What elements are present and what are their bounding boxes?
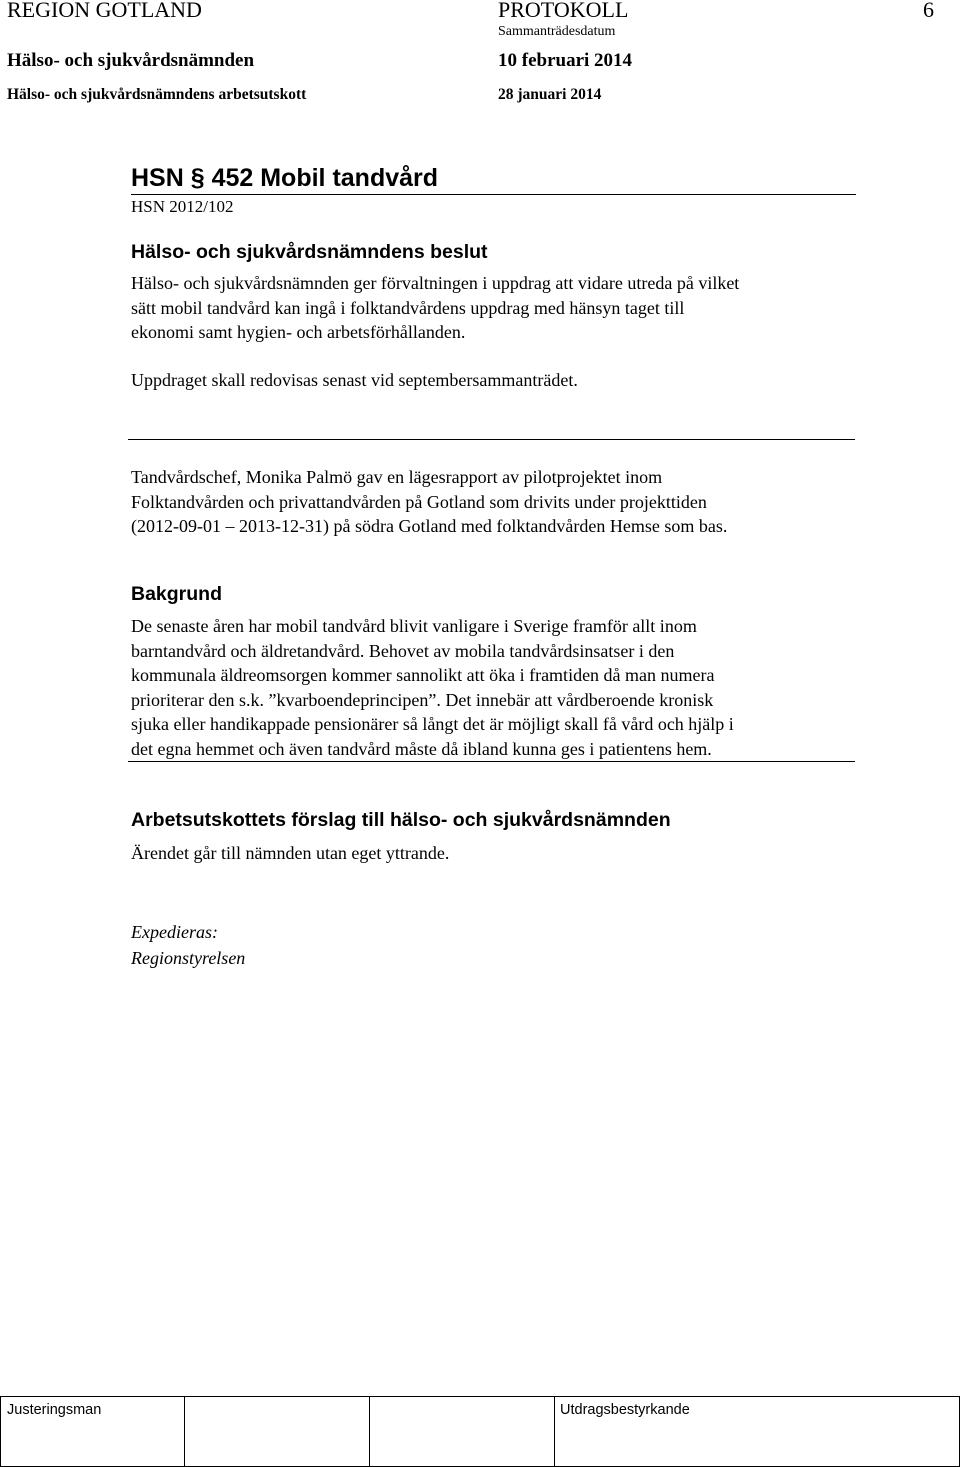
signature-cell	[369, 1397, 370, 1466]
decision-line: Hälso- och sjukvårdsnämnden ger förvaltningen i uppdrag att vidare utreda på vilket	[131, 273, 740, 293]
subcommittee-name: Hälso- och sjukvårdsnämndens arbetsutskott	[7, 86, 307, 103]
report-deadline: Uppdraget skall redovisas senast vid septembersammanträdet.	[131, 370, 578, 390]
background-line: kommunala äldreomsorgen kommer sannolikt att öka i framtiden då man numera	[131, 665, 715, 685]
case-number: HSN 2012/102	[131, 197, 234, 216]
background-heading: Bakgrund	[131, 583, 223, 605]
subcommittee-date: 28 januari 2014	[498, 86, 602, 103]
report-line: Tandvårdschef, Monika Palmö gav en lägesrapport av pilotprojektet inom	[131, 467, 663, 487]
background-line: De senaste åren har mobil tandvård blivit vanligare i Sverige framför allt inom	[131, 616, 697, 636]
background-line: prioriterar den s.k. ”kvarboendeprincipen”. Det innebär att vårdberoende kronisk	[131, 689, 714, 710]
page-number: 6	[923, 0, 934, 22]
decision-line: sätt mobil tandvård kan ingå i folktandvårdens uppdrag med hänsyn taget till	[131, 297, 685, 318]
proposal-text: Ärendet går till nämnden utan eget yttrande.	[131, 843, 450, 863]
meeting-date: 10 februari 2014	[498, 50, 633, 71]
report-line: (2012-09-01 – 2013-12-31) på södra Gotland med folktandvården Hemse som bas.	[131, 516, 728, 536]
date-label: Sammanträdesdatum	[498, 24, 616, 39]
signature-table	[0, 1396, 960, 1467]
background-divider	[128, 761, 855, 762]
background-text	[131, 614, 853, 761]
background-line: barntandvård och äldretandvård. Behovet av mobila tandvårdsinsatser i den	[131, 640, 675, 661]
decision-text	[131, 271, 853, 345]
case-title: HSN § 452 Mobil tandvård	[131, 164, 439, 192]
report-text	[131, 465, 853, 539]
proposal-heading: Arbetsutskottets förslag till hälso- och sjukvårdsnämnden	[131, 809, 671, 831]
adjuster-label: Justeringsman	[7, 1402, 102, 1418]
dispatch-recipient: Regionstyrelsen	[131, 948, 246, 968]
signature-cell	[184, 1397, 185, 1466]
document-type: PROTOKOLL	[498, 0, 629, 22]
organization-name: REGION GOTLAND	[7, 0, 202, 22]
section-divider	[128, 439, 855, 440]
extract-label: Utdragsbestyrkande	[560, 1402, 690, 1418]
title-divider	[131, 194, 856, 195]
background-line: sjuka eller handikappade pensionärer så långt det är möjligt skall få vård och hjälp i	[131, 714, 734, 734]
report-line: Folktandvården och privattandvården på Gotland som drivits under projekttiden	[131, 491, 707, 512]
decision-heading: Hälso- och sjukvårdsnämndens beslut	[131, 241, 488, 263]
extract-cell	[554, 1397, 555, 1466]
decision-line: ekonomi samt hygien- och arbetsförhållanden.	[131, 322, 466, 342]
committee-name: Hälso- och sjukvårdsnämnden	[7, 50, 255, 71]
background-line: det egna hemmet och även tandvård måste då ibland kunna ges i patientens hem.	[131, 738, 712, 759]
dispatch-label: Expedieras:	[131, 922, 218, 942]
